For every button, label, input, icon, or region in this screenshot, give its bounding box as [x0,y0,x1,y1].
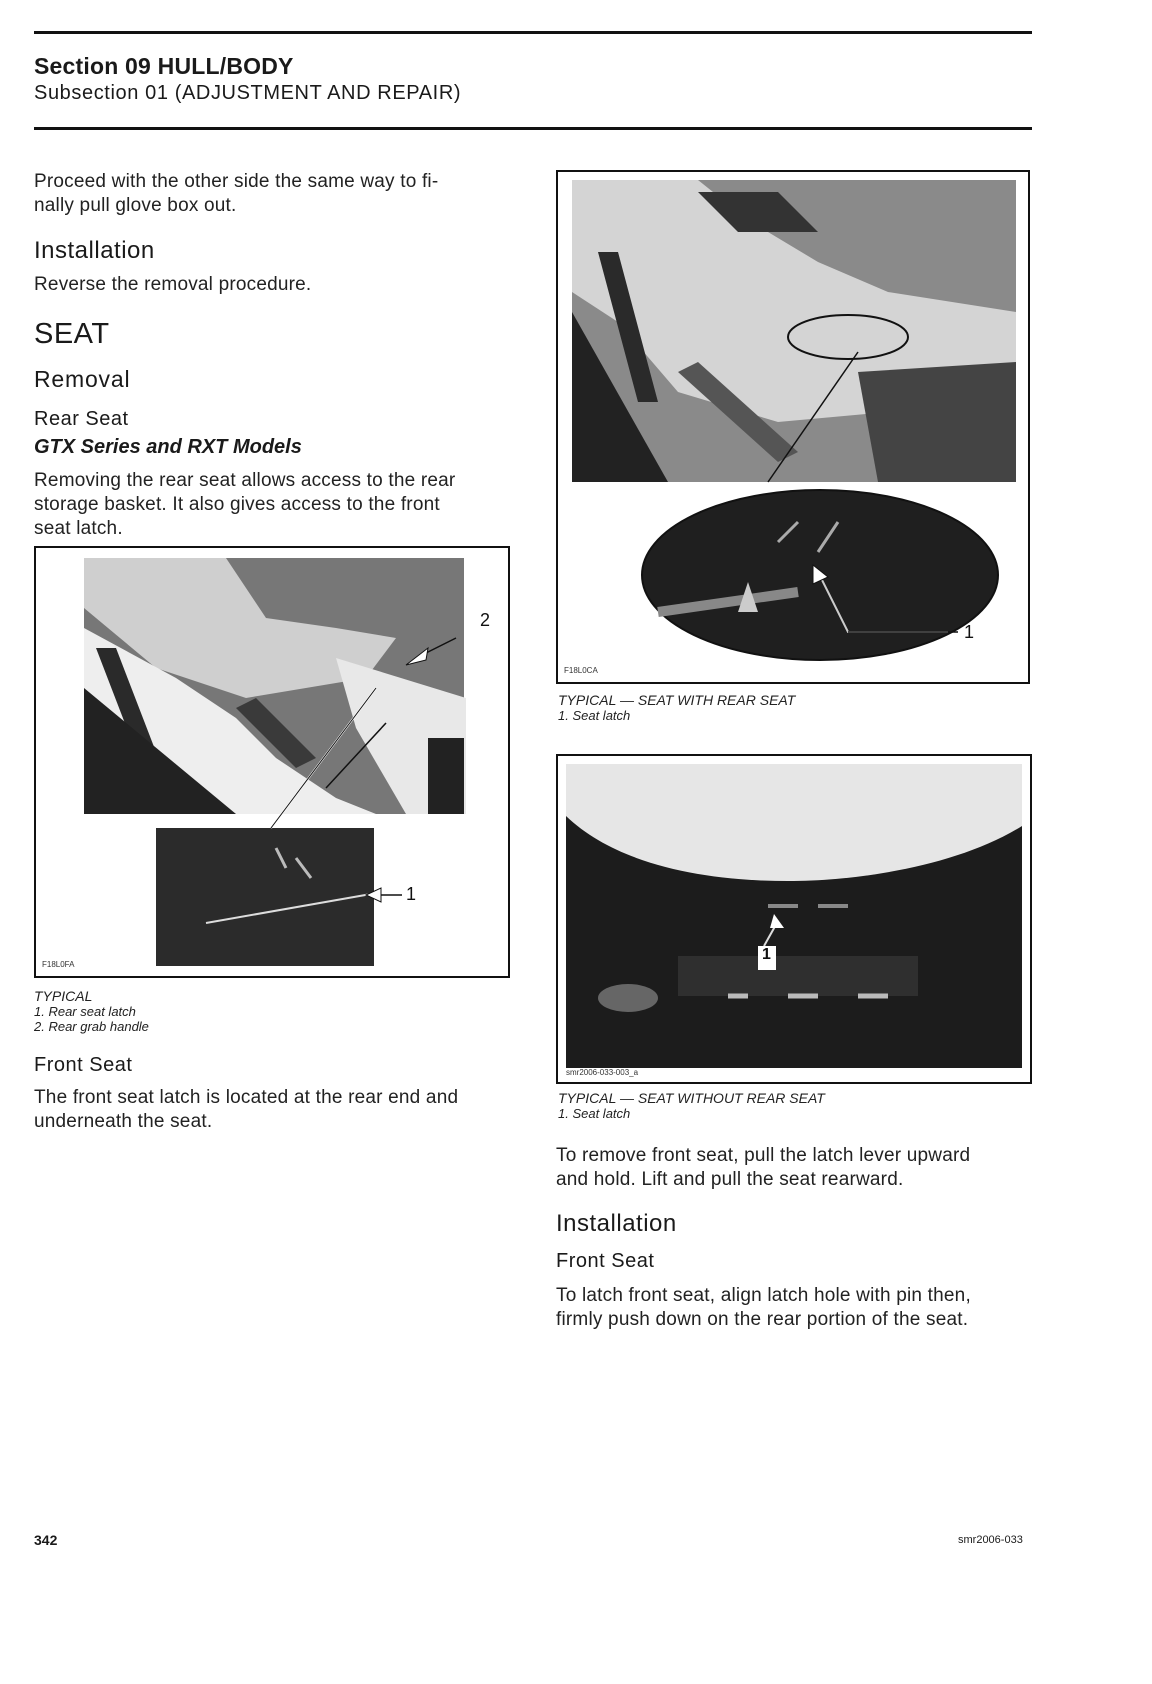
rear-seat-paragraph [34,469,514,541]
text-line: storage basket. It also gives access to the front [34,494,440,515]
figure1-caption [34,988,149,1034]
text-line: and hold. Lift and pull the seat rearward. [556,1169,904,1190]
caption-item: 1. Seat latch [558,708,631,723]
figure-seat-with-rear-seat [556,170,1030,684]
text-line: The front seat latch is located at the rear end and [34,1087,459,1108]
callout-1: 1 [762,946,771,963]
text-line: nally pull glove box out. [34,195,237,216]
seat-photo-illustration [36,548,508,976]
caption-item: 1. Rear seat latch [34,1004,136,1019]
seat-photo-illustration [558,756,1030,1082]
front-seat-heading-right: Front Seat [556,1250,655,1272]
removal-heading: Removal [34,366,131,392]
callout-1: 1 [406,884,417,904]
caption-item: 1. Seat latch [558,1106,631,1121]
figure-code: F18L0FA [42,960,75,969]
rear-seat-heading: Rear Seat [34,408,129,430]
figure2-caption [558,692,795,723]
intro-paragraph [34,170,514,218]
text-line: To remove front seat, pull the latch lever upward [556,1145,971,1166]
installation-heading: Installation [34,237,155,264]
seat-heading: SEAT [34,318,110,350]
caption-title: TYPICAL — SEAT WITH REAR SEAT [558,692,796,708]
doc-code: smr2006-033 [958,1534,1023,1546]
caption-title: TYPICAL [34,988,93,1004]
text-line: underneath the seat. [34,1111,213,1132]
models-heading: GTX Series and RXT Models [34,436,302,458]
text-line: seat latch. [34,518,123,539]
page-number: 342 [34,1532,58,1548]
header-bottom-rule [34,127,1032,130]
remove-front-seat-paragraph [556,1144,1036,1192]
section-title: Section 09 HULL/BODY [34,53,294,79]
header-top-rule [34,31,1032,34]
text-line: Removing the rear seat allows access to the rear [34,470,456,491]
text-line: To latch front seat, align latch hole with pin then, [556,1285,971,1306]
caption-title: TYPICAL — SEAT WITHOUT REAR SEAT [558,1090,825,1106]
installation-heading-right: Installation [556,1210,677,1237]
front-seat-paragraph [34,1086,514,1134]
figure-code: F18L0CA [564,666,598,675]
seat-photo-illustration [558,172,1028,682]
caption-item: 2. Rear grab handle [34,1019,149,1034]
front-seat-heading: Front Seat [34,1054,133,1076]
subsection-title: Subsection 01 (ADJUSTMENT AND REPAIR) [34,82,462,104]
figure-rear-seat-latch [34,546,510,978]
install-front-seat-paragraph [556,1284,1036,1332]
figure3-caption [558,1090,825,1121]
text-line: firmly push down on the rear portion of the seat. [556,1309,969,1330]
figure-code: smr2006-033-003_a [566,1068,639,1077]
figure-seat-without-rear-seat [556,754,1032,1084]
installation-text: Reverse the removal procedure. [34,274,312,295]
text-line: Proceed with the other side the same way to fi- [34,171,439,192]
callout-1: 1 [964,622,975,642]
callout-2: 2 [480,610,491,630]
